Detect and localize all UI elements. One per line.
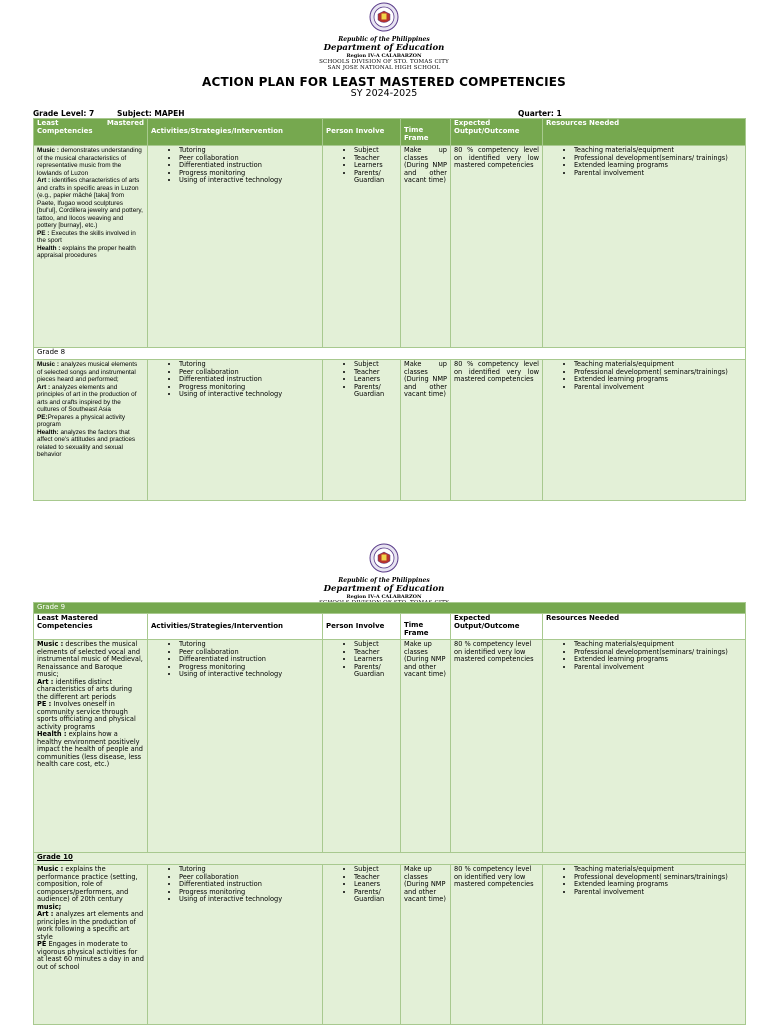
list-item: • Teaching materials/equipment bbox=[574, 866, 742, 874]
expected-cell: 80 % competency level on identified very low mastered competencies bbox=[451, 640, 543, 853]
list-item: • Learners bbox=[354, 162, 397, 170]
list-item: • Professional development(seminars/ trainings) bbox=[574, 155, 742, 163]
list-item: • Teaching materials/equipment bbox=[574, 641, 742, 649]
grade-label: Grade 9 bbox=[34, 603, 746, 614]
col-resources: Resources Needed bbox=[543, 119, 746, 146]
division-text: SCHOOLS DIVISION OF STO. TOMAS CITY bbox=[319, 59, 449, 65]
person-cell bbox=[323, 360, 401, 501]
grade-label: Grade 8 bbox=[34, 348, 746, 360]
deped-seal-icon bbox=[369, 543, 399, 573]
competencies-cell: Music : explains the performance practice (setting, composition, role of composers/performers, and audience) of 20th century music; Art : analyzes art elements and principles in the production of work following a specific art style PE Engages in moderate to vigorous physical activities for at least 60 minutes a day in and out of school bbox=[34, 865, 148, 1025]
republic-text: Republic of the Philippines bbox=[338, 36, 430, 43]
list-item: • Professional development( seminars/trainings) bbox=[574, 874, 742, 882]
resources-cell bbox=[543, 640, 746, 853]
list-item: • Teacher bbox=[354, 155, 397, 163]
col-time: Time Frame bbox=[401, 614, 451, 640]
resources-cell bbox=[543, 360, 746, 501]
list-item: • Subject bbox=[354, 866, 397, 874]
time-cell: Make up classes (During NMP and other vacant time) bbox=[401, 640, 451, 853]
grade-level: Grade Level: 7 bbox=[33, 109, 95, 118]
grade-8-row bbox=[34, 348, 746, 360]
list-item: • Extended learning programs bbox=[574, 881, 742, 889]
time-cell: Make up classes (During NMP and other vacant time) bbox=[401, 865, 451, 1025]
list-item: • Progress monitoring bbox=[179, 664, 319, 672]
list-item: • Subject bbox=[354, 361, 397, 369]
list-item: • Parents/ Guardian bbox=[354, 889, 397, 904]
list-item: • Leaners bbox=[354, 376, 397, 384]
list-item: • Diffearentiated instruction bbox=[179, 656, 319, 664]
competencies-cell: Music : demonstrates understanding of the musical characteristics of representative music from the lowlands of Luzon Art : identifies characteristics of arts and crafts in specific areas in Luzon (e.g., papier mâché [taka] from Paete, Ifugao wood sculptures [bul'ul], Cordillera jewelry and pottery, tattoo, and Ilocos weaving and pottery [burnay], etc.) PE : Executes the skills involved in the sport Health : explains the proper health appraisal procedures bbox=[34, 146, 148, 348]
republic-text: Republic of the Philippines bbox=[338, 577, 430, 584]
list-item: • Progress monitoring bbox=[179, 889, 319, 897]
list-item: • Teaching materials/equipment bbox=[574, 147, 742, 155]
list-item: • Differentiated instruction bbox=[179, 376, 319, 384]
list-item: • Using of interactive technology bbox=[179, 896, 319, 904]
list-item: • Tutoring bbox=[179, 147, 319, 155]
table-row-grade9 bbox=[34, 640, 746, 853]
activities-cell bbox=[148, 360, 323, 501]
list-item: • Teacher bbox=[354, 649, 397, 657]
competencies-cell: Music : describes the musical elements of selected vocal and instrumental music of Medieval, Renaissance and Baroque music; Art : identifies distinct characteristics of arts during the different art periods PE : Involves oneself in community service through sports officiating and physical activity programs Health : explains how a healthy environment positively impact the health of people and communities (less disease, less health care cost, etc.) bbox=[34, 640, 148, 853]
department-text: Department of Education bbox=[323, 43, 445, 53]
table-header-row bbox=[34, 119, 746, 146]
time-cell: Make up classes (During NMP and other vacant time) bbox=[401, 146, 451, 348]
list-item: • Teacher bbox=[354, 874, 397, 882]
col-competencies: Least Mastered Competencies bbox=[34, 614, 148, 640]
list-item: • Teacher bbox=[354, 369, 397, 377]
list-item: • Tutoring bbox=[179, 641, 319, 649]
list-item: • Using of interactive technology bbox=[179, 391, 319, 399]
col-resources: Resources Needed bbox=[543, 614, 746, 640]
list-item: • Using of interactive technology bbox=[179, 177, 319, 185]
list-item: • Peer collaboration bbox=[179, 874, 319, 882]
col-expected: Expected Output/Outcome bbox=[451, 119, 543, 146]
list-item: • Extended learning programs bbox=[574, 376, 742, 384]
grade-10-row bbox=[34, 853, 746, 865]
col-activities: Activities/Strategies/Intervention bbox=[148, 614, 323, 640]
department-text: Department of Education bbox=[323, 584, 445, 594]
page-title: ACTION PLAN FOR LEAST MASTERED COMPETENCIES bbox=[202, 75, 566, 89]
list-item: • Parental involvement bbox=[574, 889, 742, 897]
resources-cell bbox=[543, 865, 746, 1025]
subject: Subject: MAPEH bbox=[117, 109, 185, 118]
resources-cell bbox=[543, 146, 746, 348]
list-item: • Learners bbox=[354, 656, 397, 664]
expected-cell: 80 % competency level on identified very low mastered competencies bbox=[451, 360, 543, 501]
grade-9-row bbox=[34, 603, 746, 614]
list-item: • Extended learning programs bbox=[574, 656, 742, 664]
list-item: • Parental involvement bbox=[574, 170, 742, 178]
list-item: • Peer collaboration bbox=[179, 369, 319, 377]
list-item: • Differentiated instruction bbox=[179, 162, 319, 170]
list-item: • Tutoring bbox=[179, 866, 319, 874]
col-expected: Expected Output/Outcome bbox=[451, 614, 543, 640]
list-item: • Parents/ Guardian bbox=[354, 170, 397, 185]
col-competencies: Least Mastered Competencies bbox=[34, 119, 148, 146]
list-item: • Parents/ Guardian bbox=[354, 384, 397, 399]
col-person: Person Involve bbox=[323, 119, 401, 146]
time-cell: Make up classes (During NMP and other vacant time) bbox=[401, 360, 451, 501]
list-item: • Parental involvement bbox=[574, 664, 742, 672]
region-text: Region IV-A CALABARZON bbox=[346, 594, 422, 600]
list-item: • Using of interactive technology bbox=[179, 671, 319, 679]
list-item: • Tutoring bbox=[179, 361, 319, 369]
grade-label: Grade 10 bbox=[34, 853, 746, 865]
list-item: • Peer collaboration bbox=[179, 649, 319, 657]
table-row-grade8 bbox=[34, 360, 746, 501]
school-text: SAN JOSE NATIONAL HIGH SCHOOL bbox=[327, 65, 441, 71]
list-item: • Differentiated instruction bbox=[179, 881, 319, 889]
col-time: Time Frame bbox=[401, 119, 451, 146]
expected-cell: 80 % competency level on identified very low mastered competencies bbox=[451, 865, 543, 1025]
table-row-grade10 bbox=[34, 865, 746, 1025]
deped-seal-icon bbox=[369, 2, 399, 32]
list-item: • Extended learning programs bbox=[574, 162, 742, 170]
col-activities: Activities/Strategies/Intervention bbox=[148, 119, 323, 146]
list-item: • Professional development( seminars/trainings) bbox=[574, 369, 742, 377]
quarter: Quarter: 1 bbox=[518, 109, 562, 118]
plan-table-2 bbox=[33, 602, 746, 1025]
list-item: • Subject bbox=[354, 641, 397, 649]
table-row-grade7 bbox=[34, 146, 746, 348]
expected-cell: 80 % competency level on identified very low mastered competencies bbox=[451, 146, 543, 348]
deped-header bbox=[0, 2, 768, 71]
activities-cell bbox=[148, 640, 323, 853]
person-cell bbox=[323, 640, 401, 853]
region-text: Region IV-A CALABARZON bbox=[346, 53, 422, 59]
list-item: • Peer collaboration bbox=[179, 155, 319, 163]
list-item: • Progress monitoring bbox=[179, 384, 319, 392]
list-item: • Subject bbox=[354, 147, 397, 155]
list-item: • Progress monitoring bbox=[179, 170, 319, 178]
list-item: • Parents/ Guardian bbox=[354, 664, 397, 679]
person-cell bbox=[323, 865, 401, 1025]
school-year: SY 2024-2025 bbox=[350, 88, 418, 99]
activities-cell bbox=[148, 865, 323, 1025]
competencies-cell: Music : analyzes musical elements of selected songs and instrumental pieces heard and performed; Art : analyzes elements and principles of art in the production of arts and crafts inspired by the cultures of Southeast Asia PE:Prepares a physical activity program Health: analyzes the factors that affect one's attitudes and practices related to sexuality and sexual behavior bbox=[34, 360, 148, 501]
table-header-row bbox=[34, 614, 746, 640]
list-item: • Leaners bbox=[354, 881, 397, 889]
list-item: • Professional development(seminars/ trainings) bbox=[574, 649, 742, 657]
list-item: • Teaching materials/equipment bbox=[574, 361, 742, 369]
plan-table-1 bbox=[33, 118, 746, 501]
activities-cell bbox=[148, 146, 323, 348]
person-cell bbox=[323, 146, 401, 348]
col-person: Person Involve bbox=[323, 614, 401, 640]
list-item: • Parental involvement bbox=[574, 384, 742, 392]
